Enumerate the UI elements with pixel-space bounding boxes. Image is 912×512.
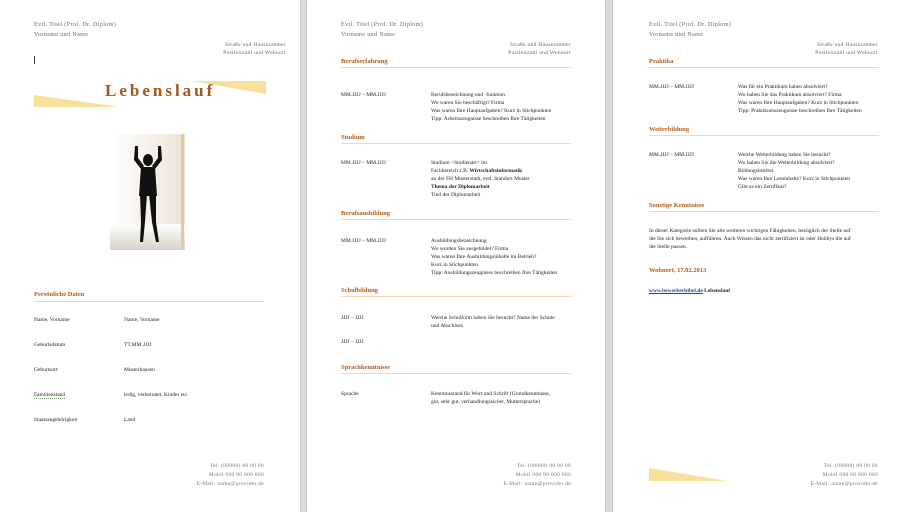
value-birthplace: Musterhausen [124,367,155,373]
page-title: Lebenslauf [105,81,216,100]
work-line: Wo waren Sie beschäftigt? Firma [431,100,505,106]
study-date: MM.JJJJ – MM.JJJJ [341,160,386,166]
apprentice-line: Kurz in Stichpunkten [431,262,479,268]
header-street: Straße und Hausnummer [817,42,878,48]
header-title: Evtl. Titel (Prof. Dr. Diplom) [34,22,117,28]
footer-tel: Tel. (00000) 00 00 00 [516,463,571,469]
section-rule [341,373,571,374]
header-city: Postleitzahl und Wohnort [815,50,878,56]
apprentice-date: MM.JJJJ – MM.JJJJ [341,238,386,244]
training-line: Bildungsinstitut [738,168,774,174]
header-city: Postleitzahl und Wohnort [223,50,286,56]
training-line: Wo haben Sie die Weiterbildung absolviert? [738,160,835,166]
section-work-heading: Berufserfahrung [341,58,388,65]
section-school-heading: Schulbildung [341,287,378,294]
section-rule [649,211,879,212]
other-line: die Sie sich bewerben, aufführen. Auch Wissen das nicht zertifiziert ist oder Hobbys die auf [649,236,851,242]
work-line: Tipp: Arbeitszeugnisse beschreiben Ihre Tätigkeiten [431,116,546,122]
study-line: Thema der Diplomarbeit [431,184,490,190]
label-name: Name, Vorname [34,317,70,323]
footer-email: E-Mail: name@provider.de [810,481,878,487]
section-internship-heading: Praktika [649,58,674,65]
header-street: Straße und Hausnummer [225,42,286,48]
training-line: Gibt es ein Zertifikat? [738,184,787,190]
footer-mobil: Mobil 000 00 000 000 [208,472,264,478]
study-line: Studium <Studienart> im [431,160,488,166]
website-link[interactable]: www.bewerberbibel.de [649,288,703,294]
place-date: Wohnort, 17.02.2013 [649,267,707,274]
work-date: MM.JJJJ – MM.JJJJ [341,92,386,98]
school-date: JJJJ – JJJJ [341,315,364,321]
section-training-heading: Weiterbildung [649,126,690,133]
apprentice-line: Wo wurden Sie ausgebildet? Firma [431,246,509,252]
school-line: und Abschluss [431,323,463,329]
footer-tel: Tel. (00000) 00 00 00 [823,463,878,469]
study-line: Fachbereich z.B. Wirtschaftsinformatik [431,168,523,174]
section-rule [649,67,879,68]
page-2 [307,0,605,512]
school-line: Welche Schulform haben Sie besucht? Name der Schule [431,315,555,321]
language-line: gut, sehr gut, verhandlungssicher, Muttersprache) [431,399,540,405]
section-rule [341,67,571,68]
internship-line: Wo haben Sie das Praktikum absolviert? Firma [738,92,842,98]
label-nationality: Staatsangehörigkeit [34,417,78,423]
footer-email: E-Mail: name@provider.de [503,481,571,487]
credit-line: www.bewerberbibel.de Lebenslauf [649,288,731,294]
internship-line: Was für ein Praktikum haben absolviert? [738,84,828,90]
footer-email: E-Mail: name@provider.de [196,481,264,487]
label-birthplace: Geburtsort [34,367,58,373]
language-label: Sprache [341,391,359,397]
footer-decoration [649,466,729,482]
section-rule [34,301,264,302]
school-date: JJJJ – JJJJ [341,339,364,345]
section-other-heading: Sonstige Kenntnisse [649,202,705,209]
apprentice-line: Tipp: Ausbildungszeugnisse beschreiben Ihre Tätigkeiten [431,270,558,276]
header-name: Vorname und Name [34,32,89,38]
other-line: In dieser Kategorie sollten Sie alle weiteren wichtigen Fähigkeiten, bezüglich der Stelle auf [649,228,851,234]
value-name: Name, Vorname [124,317,160,323]
header-name: Vorname und Name [341,32,396,38]
work-line: Was waren Ihre Hauptaufgaben? Kurz in Stichpunkten [431,108,552,114]
internship-date: MM.JJJJ – MM.JJJJ [649,84,694,90]
apprentice-line: Was waren Ihre Ausbildungsinhalte im Betrieb? [431,254,537,260]
page-1 [0,0,300,512]
header-street: Straße und Hausnummer [510,42,571,48]
label-birthdate: Geburtsdatum [34,342,66,348]
value-birthdate: TT.MM.JJJJ [124,342,152,348]
value-nationality: Land [124,417,136,423]
internship-line: Was waren Ihre Hauptaufgaben? Kurz in Stichpunkten [738,100,859,106]
header-name: Vorname und Name [649,32,704,38]
section-rule [649,135,879,136]
section-personal-heading: Persönliche Daten [34,291,85,298]
section-study-heading: Studium [341,134,365,141]
study-line: an der FH Musterstadt, evtl. Standort Muster [431,176,530,182]
header-title: Evtl. Titel (Prof. Dr. Diplom) [341,22,424,28]
text-cursor [34,56,35,64]
section-apprentice-heading: Berufsausbildung [341,210,391,217]
training-line: Was waren Ihre Lerninhalte? Kurz in Stichpunkten [738,176,850,182]
apprentice-line: Ausbildungsbezeichnung [431,238,487,244]
page-3 [613,0,912,512]
training-date: MM.JJJJ – MM.JJJJ [649,152,694,158]
label-marital: Familienstand [34,392,66,398]
section-rule [341,296,571,297]
training-line: Welche Weiterbildung haben Sie besucht? [738,152,831,158]
language-line: Kenntnisstand für Wort und Schrift (Grundkenntnisse, [431,391,551,397]
section-rule [341,219,571,220]
header-city: Postleitzahl und Wohnort [508,50,571,56]
internship-line: Tipp: Praktikumszeugnisse beschreiben Ihre Tätigkeiten [738,108,862,114]
other-line: die Stelle passen. [649,244,688,250]
person-photo [110,134,185,250]
footer-mobil: Mobil 000 00 000 000 [515,472,571,478]
footer-mobil: Mobil 000 00 000 000 [822,472,878,478]
work-line: Berufsbezeichnung und -funktion [431,92,505,98]
study-line: Titel der Diplomarbeit [431,192,481,198]
value-marital: ledig, verheiratet, Kinder etc. [124,392,189,398]
section-language-heading: Sprachkenntnisse [341,364,391,371]
header-title: Evtl. Titel (Prof. Dr. Diplom) [649,22,732,28]
section-rule [341,143,571,144]
footer-tel: Tel. (00000) 00 00 00 [209,463,264,469]
